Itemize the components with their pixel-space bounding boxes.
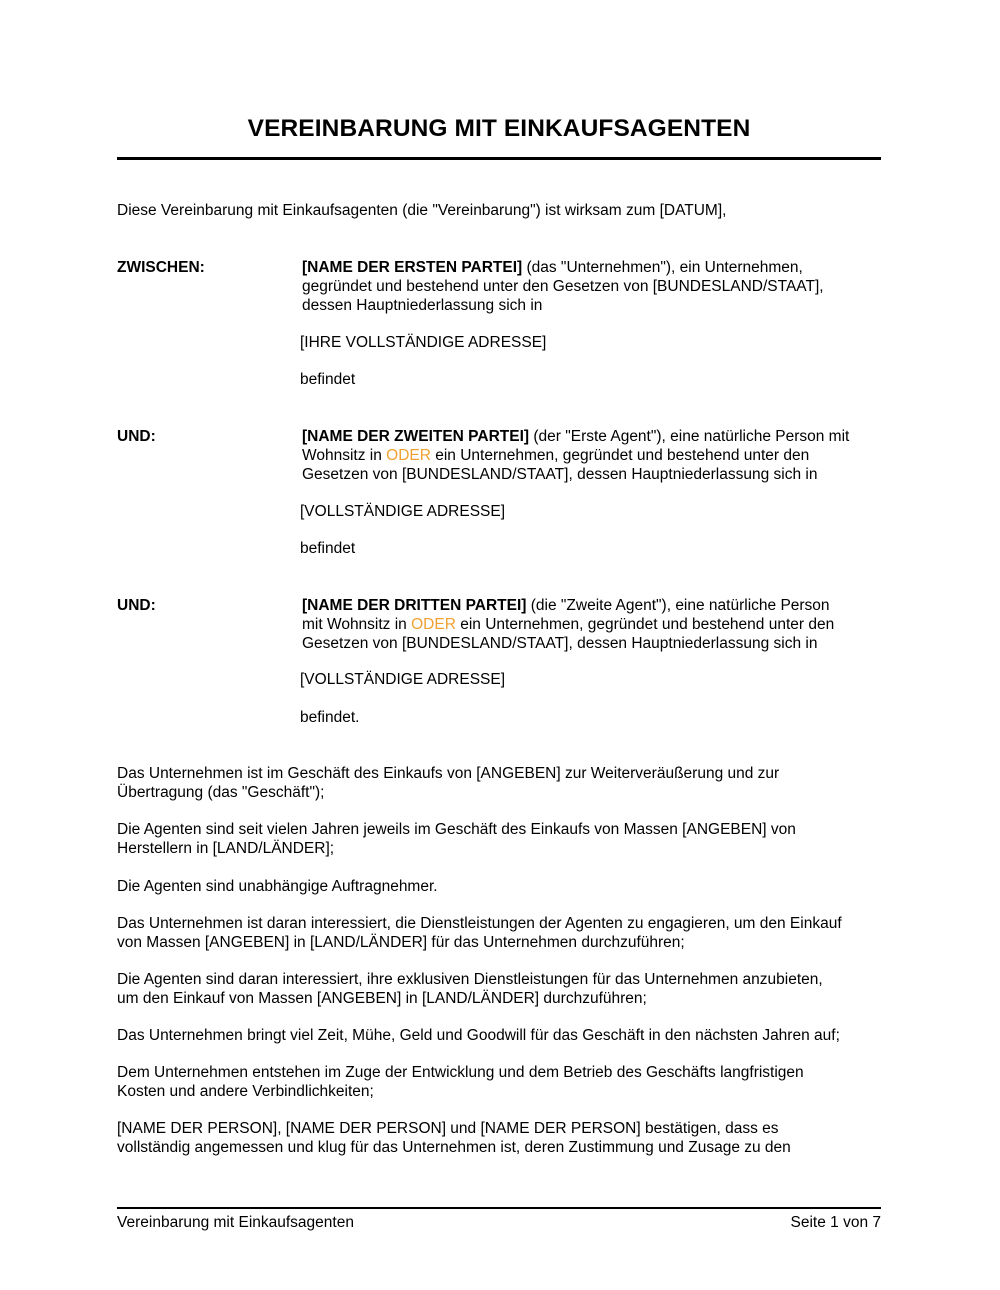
intro-paragraph: Diese Vereinbarung mit Einkaufsagenten (die "Vereinbarung") ist wirksam zum [DATUM], xyxy=(117,202,727,219)
party-label-between: ZWISCHEN: xyxy=(117,259,205,276)
party-label-and-2: UND: xyxy=(117,597,156,614)
party-1-name: [NAME DER ERSTEN PARTEI] xyxy=(302,259,523,276)
recital-paragraph: Die Agenten sind unabhängige Auftragnehmer. xyxy=(117,878,438,895)
footer-page-number: Seite 1 von 7 xyxy=(790,1214,881,1231)
party-3-name: [NAME DER DRITTEN PARTEI] xyxy=(302,597,527,614)
party-1-located: befindet xyxy=(300,371,356,388)
recital-paragraph: Das Unternehmen bringt viel Zeit, Mühe, Geld und Goodwill für das Geschäft in den nächsten Jahren auf; xyxy=(117,1027,840,1044)
recital-paragraph: Die Agenten sind seit vielen Jahren jeweils im Geschäft des Einkaufs von Massen [ANGEBEN] von Herstellern in [LAND/LÄNDER]; xyxy=(117,821,796,857)
party-2-located: befindet xyxy=(300,540,356,557)
party-2-description: [NAME DER ZWEITEN PARTEI] (der "Erste Agent"), eine natürliche Person mit Wohnsitz in ODER ein Unternehmen, gegründet und bestehend unter den Gesetzen von [BUNDESLAND/STAAT], dessen Hauptniederlassung sich in xyxy=(302,428,850,483)
party-2-address: [VOLLSTÄNDIGE ADRESSE] xyxy=(300,503,506,520)
party-3-address: [VOLLSTÄNDIGE ADRESSE] xyxy=(300,671,506,688)
party-1-description: [NAME DER ERSTEN PARTEI] (das "Unternehmen"), ein Unternehmen, gegründet und bestehend unter den Gesetzen von [BUNDESLAND/STAAT], dessen Hauptniederlassung sich in xyxy=(302,259,824,314)
recital-paragraph: [NAME DER PERSON], [NAME DER PERSON] und [NAME DER PERSON] bestätigen, dass es vollständig angemessen und klug für das Unternehmen ist, deren Zustimmung und Zusage zu den xyxy=(117,1120,791,1156)
recital-paragraph: Das Unternehmen ist daran interessiert, die Dienstleistungen der Agenten zu engagieren, um den Einkauf von Massen [ANGEBEN] in [LAND/LÄNDER] für das Unternehmen durchzuführen; xyxy=(117,915,842,951)
document-title: VEREINBARUNG MIT EINKAUFSAGENTEN xyxy=(247,115,751,142)
party-label-and-1: UND: xyxy=(117,428,156,445)
recital-paragraph: Dem Unternehmen entstehen im Zuge der Entwicklung und dem Betrieb des Geschäfts langfristigen Kosten und andere Verbindlichkeiten; xyxy=(117,1064,804,1100)
recital-paragraph: Die Agenten sind daran interessiert, ihre exklusiven Dienstleistungen für das Unternehmen anzubieten, um den Einkauf von Massen [ANGEBEN] in [LAND/LÄNDER] durchzuführen; xyxy=(117,971,823,1007)
footer-document-title: Vereinbarung mit Einkaufsagenten xyxy=(117,1214,354,1231)
party-3-located: befindet. xyxy=(300,709,360,726)
or-highlight: ODER xyxy=(386,447,431,464)
title-divider xyxy=(117,157,881,160)
party-1-address: [IHRE VOLLSTÄNDIGE ADRESSE] xyxy=(300,334,547,351)
or-highlight: ODER xyxy=(411,616,456,633)
footer-divider xyxy=(117,1207,881,1209)
recital-paragraph: Das Unternehmen ist im Geschäft des Einkaufs von [ANGEBEN] zur Weiterveräußerung und zur Übertragung (das "Geschäft"); xyxy=(117,765,780,801)
party-3-description: [NAME DER DRITTEN PARTEI] (die "Zweite Agent"), eine natürliche Person mit Wohnsitz in ODER ein Unternehmen, gegründet und bestehend unter den Gesetzen von [BUNDESLAND/STAAT], dessen Hauptniederlassung sich in xyxy=(302,597,835,652)
party-2-name: [NAME DER ZWEITEN PARTEI] xyxy=(302,428,530,445)
